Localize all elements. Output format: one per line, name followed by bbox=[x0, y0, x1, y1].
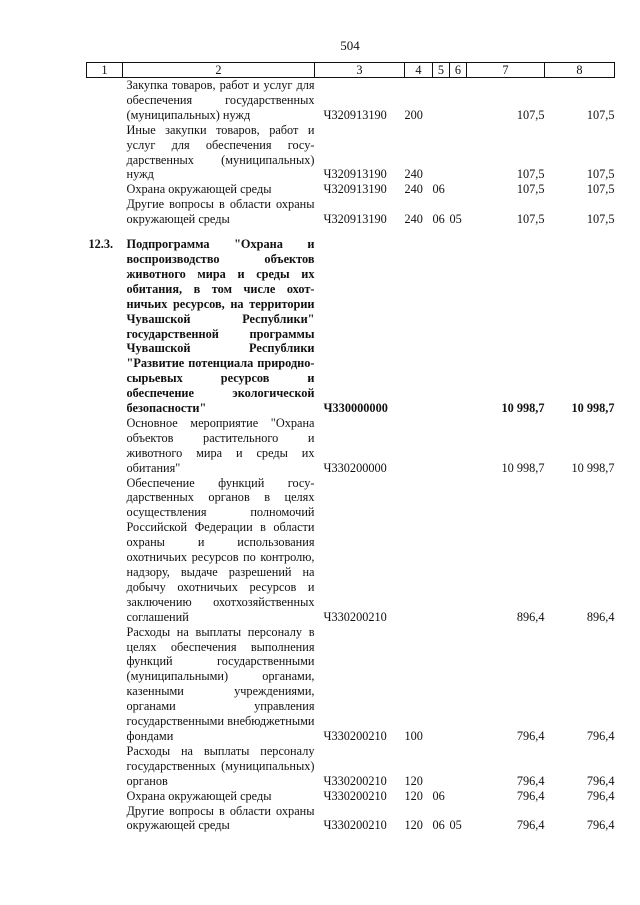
spacer-cell bbox=[405, 227, 433, 237]
section bbox=[433, 476, 450, 625]
row-index bbox=[87, 197, 123, 227]
subsection bbox=[450, 789, 467, 804]
expense-type: 120 bbox=[404, 788, 423, 803]
amount-col8: 107,5 bbox=[586, 212, 615, 227]
section: 06 bbox=[432, 818, 445, 833]
spacer-cell bbox=[433, 227, 450, 237]
row-index bbox=[87, 789, 123, 804]
subsection bbox=[450, 416, 467, 476]
subsection: 05 bbox=[449, 818, 462, 833]
amount-col8: 796,4 bbox=[586, 728, 615, 743]
row-index bbox=[87, 476, 123, 625]
amount-col8: 107,5 bbox=[586, 182, 615, 197]
subsection bbox=[450, 625, 467, 744]
row-index: 12.3. bbox=[88, 237, 114, 252]
spacer-cell bbox=[467, 227, 545, 237]
row-name: Иные закупки товаров, работ и услуг для обеспечения государственных (муниципальных) нужд bbox=[126, 122, 315, 182]
amount-col7: 796,4 bbox=[516, 728, 545, 743]
section bbox=[433, 625, 450, 744]
target-code: Ч330200210 bbox=[323, 788, 387, 803]
column-header: 1 bbox=[87, 63, 123, 78]
spacer-cell bbox=[450, 227, 467, 237]
amount-col8: 796,4 bbox=[586, 818, 615, 833]
table-row bbox=[87, 182, 615, 197]
expense-type: 200 bbox=[404, 107, 423, 122]
page-number: 504 bbox=[340, 38, 360, 53]
spacer-cell bbox=[315, 227, 405, 237]
row-name: Обеспечение функций государственных органов в целях осуществления полномочий Российской Федерации в области охраны и использования охотничьих ресурсов по контролю, надзору, выдаче разрешений на добычу охотничьих ресурсов и заключению охотхозяйственных соглашений bbox=[126, 475, 315, 624]
expense-type: 120 bbox=[404, 818, 423, 833]
target-code: Ч330200210 bbox=[323, 728, 387, 743]
target-code: Ч320913190 bbox=[323, 212, 387, 227]
column-header: 2 bbox=[123, 63, 315, 78]
expense-type bbox=[405, 416, 433, 476]
expense-type: 100 bbox=[404, 728, 423, 743]
amount-col8: 896,4 bbox=[586, 609, 615, 624]
amount-col7: 107,5 bbox=[516, 167, 545, 182]
subsection bbox=[450, 744, 467, 789]
subsection bbox=[450, 476, 467, 625]
table-header bbox=[87, 63, 615, 78]
subsection: 05 bbox=[449, 212, 462, 227]
section bbox=[433, 416, 450, 476]
amount-col8: 796,4 bbox=[586, 788, 615, 803]
expense-type: 240 bbox=[404, 212, 423, 227]
row-name: Охрана окружающей среды bbox=[126, 788, 272, 803]
row-name: Подпрограмма "Охрана и воспроизводство объектов животного мира и среды их обитания, в том числе охотничьих ресурсов, на территории Чувашской Республики" государственной программы Чувашской Республики "Развитие потенциала природно-сырьевых ресурсов и обеспечение экологической безопасности" bbox=[126, 237, 315, 416]
section bbox=[433, 237, 450, 416]
table-row bbox=[87, 744, 615, 789]
row-index bbox=[87, 416, 123, 476]
row-name: Другие вопросы в области охраны окружающей среды bbox=[126, 197, 315, 227]
table-row bbox=[87, 789, 615, 804]
header-row bbox=[87, 63, 615, 78]
target-code: Ч320913190 bbox=[323, 167, 387, 182]
table-row bbox=[87, 804, 615, 834]
target-code: Ч320913190 bbox=[323, 182, 387, 197]
target-code: Ч330200000 bbox=[323, 460, 387, 475]
row-index bbox=[87, 123, 123, 183]
table-row bbox=[87, 197, 615, 227]
spacer-cell bbox=[545, 227, 615, 237]
expense-type: 240 bbox=[404, 167, 423, 182]
spacer-cell bbox=[87, 227, 123, 237]
section bbox=[433, 744, 450, 789]
table-row bbox=[87, 476, 615, 625]
amount-col7: 796,4 bbox=[516, 788, 545, 803]
row-index bbox=[87, 78, 123, 123]
amount-col7: 896,4 bbox=[516, 609, 545, 624]
subsection bbox=[450, 182, 467, 197]
row-index bbox=[87, 804, 123, 834]
table-row bbox=[87, 625, 615, 744]
table-row bbox=[87, 123, 615, 183]
amount-col8: 10 998,7 bbox=[571, 401, 615, 416]
section: 06 bbox=[432, 182, 445, 197]
section bbox=[433, 123, 450, 183]
subsection bbox=[450, 78, 467, 123]
row-name: Другие вопросы в области охраны окружающей среды bbox=[126, 803, 315, 833]
amount-col7: 107,5 bbox=[516, 107, 545, 122]
amount-col8: 107,5 bbox=[586, 107, 615, 122]
target-code: Ч330200210 bbox=[323, 773, 387, 788]
row-name: Расходы на выплаты персоналу государственных (муниципальных) органов bbox=[126, 743, 315, 788]
column-header: 3 bbox=[315, 63, 405, 78]
amount-col7: 796,4 bbox=[516, 818, 545, 833]
section: 06 bbox=[432, 212, 445, 227]
amount-col8: 107,5 bbox=[586, 167, 615, 182]
expense-type bbox=[405, 476, 433, 625]
row-index bbox=[87, 625, 123, 744]
spacer-cell bbox=[123, 227, 315, 237]
table-row bbox=[87, 416, 615, 476]
column-header: 6 bbox=[450, 63, 467, 78]
column-header: 4 bbox=[405, 63, 433, 78]
spacer-row bbox=[87, 227, 615, 237]
subsection bbox=[450, 237, 467, 416]
amount-col7: 10 998,7 bbox=[501, 401, 545, 416]
column-header: 7 bbox=[467, 63, 545, 78]
budget-table bbox=[86, 62, 615, 833]
row-name: Закупка товаров, работ и услуг для обеспечения государственных (муниципальных) нужд bbox=[126, 78, 315, 122]
subsection bbox=[450, 123, 467, 183]
row-index bbox=[87, 744, 123, 789]
target-code: Ч320913190 bbox=[323, 107, 387, 122]
section: 06 bbox=[432, 788, 445, 803]
table-body bbox=[87, 78, 615, 834]
row-name: Основное мероприятие "Охрана объектов растительного и животного мира и среды их обитания" bbox=[126, 415, 315, 475]
amount-col7: 796,4 bbox=[516, 773, 545, 788]
target-code: Ч330200210 bbox=[323, 818, 387, 833]
table-row bbox=[87, 237, 615, 416]
target-code: Ч330200210 bbox=[323, 609, 387, 624]
target-code: Ч330000000 bbox=[323, 401, 388, 416]
table-row bbox=[87, 78, 615, 123]
amount-col8: 10 998,7 bbox=[571, 460, 615, 475]
column-header: 5 bbox=[433, 63, 450, 78]
expense-type bbox=[405, 237, 433, 416]
section bbox=[433, 78, 450, 123]
row-name: Охрана окружающей среды bbox=[126, 182, 272, 197]
expense-type: 120 bbox=[404, 773, 423, 788]
expense-type: 240 bbox=[404, 182, 423, 197]
column-header: 8 bbox=[545, 63, 615, 78]
amount-col8: 796,4 bbox=[586, 773, 615, 788]
row-index bbox=[87, 182, 123, 197]
amount-col7: 107,5 bbox=[516, 182, 545, 197]
amount-col7: 10 998,7 bbox=[501, 460, 545, 475]
row-name: Расходы на выплаты персоналу в целях обеспечения выполнения функций государственными (муниципальными) органами, казенными учреждениями, органами управления государственными внебюджетными фондами bbox=[126, 624, 315, 743]
amount-col7: 107,5 bbox=[516, 212, 545, 227]
